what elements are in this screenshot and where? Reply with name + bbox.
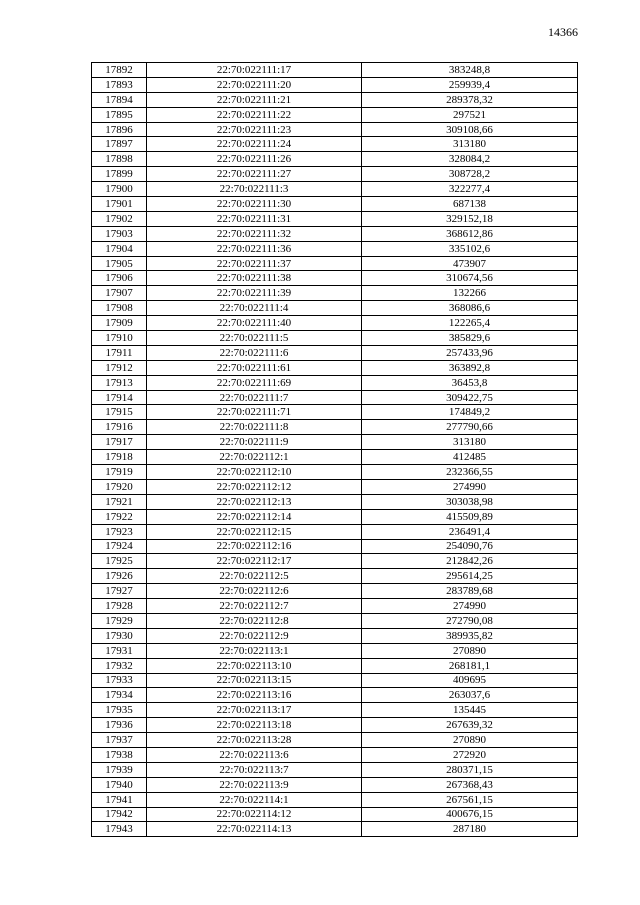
- value-cell: 295614,25: [362, 569, 578, 584]
- table-row: [92, 658, 578, 673]
- row-number-cell: 17917: [92, 435, 147, 450]
- row-number-cell: 17929: [92, 613, 147, 628]
- cadastral-number-cell: 22:70:022111:36: [147, 241, 362, 256]
- row-number-cell: 17897: [92, 137, 147, 152]
- row-number-cell: 17942: [92, 807, 147, 822]
- row-number-cell: 17920: [92, 479, 147, 494]
- cadastral-number-cell: 22:70:022112:13: [147, 494, 362, 509]
- cadastral-number-cell: 22:70:022114:1: [147, 792, 362, 807]
- row-number-cell: 17910: [92, 331, 147, 346]
- row-number-cell: 17908: [92, 301, 147, 316]
- table-row: [92, 822, 578, 837]
- row-number-cell: 17896: [92, 122, 147, 137]
- value-cell: 232366,55: [362, 465, 578, 480]
- table-row: [92, 152, 578, 167]
- cadastral-number-cell: 22:70:022111:26: [147, 152, 362, 167]
- value-cell: 289378,32: [362, 92, 578, 107]
- table-row: [92, 167, 578, 182]
- table-row: [92, 256, 578, 271]
- table-row: [92, 509, 578, 524]
- table-row: [92, 450, 578, 465]
- table-row: [92, 465, 578, 480]
- value-cell: 287180: [362, 822, 578, 837]
- row-number-cell: 17903: [92, 226, 147, 241]
- cadastral-number-cell: 22:70:022111:24: [147, 137, 362, 152]
- cadastral-number-cell: 22:70:022111:31: [147, 211, 362, 226]
- table-row: [92, 569, 578, 584]
- table-row: [92, 762, 578, 777]
- cadastral-number-cell: 22:70:022111:5: [147, 331, 362, 346]
- value-cell: 368612,86: [362, 226, 578, 241]
- value-cell: 383248,8: [362, 63, 578, 78]
- value-cell: 283789,68: [362, 584, 578, 599]
- row-number-cell: 17906: [92, 271, 147, 286]
- value-cell: 280371,15: [362, 762, 578, 777]
- table-row: [92, 628, 578, 643]
- table-row: [92, 286, 578, 301]
- value-cell: 313180: [362, 435, 578, 450]
- value-cell: 329152,18: [362, 211, 578, 226]
- cadastral-number-cell: 22:70:022111:9: [147, 435, 362, 450]
- value-cell: 122265,4: [362, 316, 578, 331]
- row-number-cell: 17934: [92, 688, 147, 703]
- table-row: [92, 479, 578, 494]
- table-row: [92, 211, 578, 226]
- table-row: [92, 360, 578, 375]
- cadastral-number-cell: 22:70:022113:10: [147, 658, 362, 673]
- row-number-cell: 17904: [92, 241, 147, 256]
- table-row: [92, 643, 578, 658]
- table-row: [92, 807, 578, 822]
- row-number-cell: 17924: [92, 539, 147, 554]
- value-cell: 310674,56: [362, 271, 578, 286]
- table-row: [92, 241, 578, 256]
- row-number-cell: 17922: [92, 509, 147, 524]
- table-row: [92, 390, 578, 405]
- row-number-cell: 17926: [92, 569, 147, 584]
- value-cell: 303038,98: [362, 494, 578, 509]
- table-row: [92, 420, 578, 435]
- cadastral-number-cell: 22:70:022111:27: [147, 167, 362, 182]
- value-cell: 412485: [362, 450, 578, 465]
- table-row: [92, 63, 578, 78]
- value-cell: 254090,76: [362, 539, 578, 554]
- row-number-cell: 17907: [92, 286, 147, 301]
- cadastral-number-cell: 22:70:022111:17: [147, 63, 362, 78]
- row-number-cell: 17902: [92, 211, 147, 226]
- row-number-cell: 17901: [92, 197, 147, 212]
- table-row: [92, 792, 578, 807]
- row-number-cell: 17941: [92, 792, 147, 807]
- value-cell: 473907: [362, 256, 578, 271]
- cadastral-number-cell: 22:70:022112:1: [147, 450, 362, 465]
- row-number-cell: 17892: [92, 63, 147, 78]
- table-row: [92, 316, 578, 331]
- cadastral-number-cell: 22:70:022113:17: [147, 703, 362, 718]
- table-row: [92, 494, 578, 509]
- table-row: [92, 435, 578, 450]
- row-number-cell: 17893: [92, 77, 147, 92]
- row-number-cell: 17898: [92, 152, 147, 167]
- value-cell: 135445: [362, 703, 578, 718]
- cadastral-number-cell: 22:70:022111:4: [147, 301, 362, 316]
- value-cell: 335102,6: [362, 241, 578, 256]
- value-cell: 263037,6: [362, 688, 578, 703]
- table-row: [92, 77, 578, 92]
- value-cell: 212842,26: [362, 554, 578, 569]
- value-cell: 385829,6: [362, 331, 578, 346]
- table-row: [92, 271, 578, 286]
- cadastral-number-cell: 22:70:022113:7: [147, 762, 362, 777]
- cadastral-number-cell: 22:70:022113:18: [147, 718, 362, 733]
- value-cell: 309108,66: [362, 122, 578, 137]
- cadastral-number-cell: 22:70:022113:1: [147, 643, 362, 658]
- value-cell: 267561,15: [362, 792, 578, 807]
- cadastral-number-cell: 22:70:022112:7: [147, 599, 362, 614]
- table-row: [92, 226, 578, 241]
- value-cell: 257433,96: [362, 345, 578, 360]
- table-row: [92, 182, 578, 197]
- value-cell: 174849,2: [362, 405, 578, 420]
- row-number-cell: 17900: [92, 182, 147, 197]
- table-row: [92, 197, 578, 212]
- cadastral-number-cell: 22:70:022111:22: [147, 107, 362, 122]
- row-number-cell: 17912: [92, 360, 147, 375]
- value-cell: 309422,75: [362, 390, 578, 405]
- value-cell: 415509,89: [362, 509, 578, 524]
- value-cell: 132266: [362, 286, 578, 301]
- value-cell: 259939,4: [362, 77, 578, 92]
- cadastral-number-cell: 22:70:022112:14: [147, 509, 362, 524]
- cadastral-number-cell: 22:70:022111:20: [147, 77, 362, 92]
- page-number: 14366: [548, 25, 578, 39]
- value-cell: 297521: [362, 107, 578, 122]
- row-number-cell: 17895: [92, 107, 147, 122]
- value-cell: 272790,08: [362, 613, 578, 628]
- cadastral-number-cell: 22:70:022112:16: [147, 539, 362, 554]
- cadastral-number-cell: 22:70:022111:8: [147, 420, 362, 435]
- cadastral-number-cell: 22:70:022112:9: [147, 628, 362, 643]
- row-number-cell: 17916: [92, 420, 147, 435]
- table-row: [92, 345, 578, 360]
- value-cell: 313180: [362, 137, 578, 152]
- data-table: [91, 62, 578, 837]
- row-number-cell: 17932: [92, 658, 147, 673]
- value-cell: 236491,4: [362, 524, 578, 539]
- cadastral-number-cell: 22:70:022111:40: [147, 316, 362, 331]
- cadastral-number-cell: 22:70:022112:6: [147, 584, 362, 599]
- cadastral-number-cell: 22:70:022112:5: [147, 569, 362, 584]
- value-cell: 322277,4: [362, 182, 578, 197]
- table-body: [92, 63, 578, 837]
- row-number-cell: 17937: [92, 733, 147, 748]
- cadastral-number-cell: 22:70:022111:71: [147, 405, 362, 420]
- table-row: [92, 554, 578, 569]
- cadastral-number-cell: 22:70:022112:10: [147, 465, 362, 480]
- cadastral-number-cell: 22:70:022113:6: [147, 747, 362, 762]
- row-number-cell: 17905: [92, 256, 147, 271]
- table-row: [92, 331, 578, 346]
- row-number-cell: 17911: [92, 345, 147, 360]
- table-row: [92, 107, 578, 122]
- value-cell: 274990: [362, 599, 578, 614]
- value-cell: 270890: [362, 643, 578, 658]
- row-number-cell: 17930: [92, 628, 147, 643]
- cadastral-number-cell: 22:70:022111:39: [147, 286, 362, 301]
- table-row: [92, 718, 578, 733]
- table-row: [92, 613, 578, 628]
- row-number-cell: 17938: [92, 747, 147, 762]
- value-cell: 272920: [362, 747, 578, 762]
- cadastral-number-cell: 22:70:022111:3: [147, 182, 362, 197]
- table-row: [92, 584, 578, 599]
- value-cell: 274990: [362, 479, 578, 494]
- row-number-cell: 17939: [92, 762, 147, 777]
- value-cell: 270890: [362, 733, 578, 748]
- cadastral-number-cell: 22:70:022113:15: [147, 673, 362, 688]
- value-cell: 277790,66: [362, 420, 578, 435]
- cadastral-number-cell: 22:70:022111:61: [147, 360, 362, 375]
- table-row: [92, 539, 578, 554]
- cadastral-number-cell: 22:70:022111:21: [147, 92, 362, 107]
- table-row: [92, 375, 578, 390]
- cadastral-number-cell: 22:70:022113:9: [147, 777, 362, 792]
- table-row: [92, 92, 578, 107]
- cadastral-number-cell: 22:70:022112:12: [147, 479, 362, 494]
- row-number-cell: 17913: [92, 375, 147, 390]
- value-cell: 328084,2: [362, 152, 578, 167]
- cadastral-number-cell: 22:70:022111:30: [147, 197, 362, 212]
- row-number-cell: 17923: [92, 524, 147, 539]
- table-row: [92, 688, 578, 703]
- table-row: [92, 524, 578, 539]
- cadastral-number-cell: 22:70:022111:6: [147, 345, 362, 360]
- cadastral-number-cell: 22:70:022112:15: [147, 524, 362, 539]
- value-cell: 363892,8: [362, 360, 578, 375]
- cadastral-number-cell: 22:70:022112:8: [147, 613, 362, 628]
- cadastral-number-cell: 22:70:022111:23: [147, 122, 362, 137]
- row-number-cell: 17925: [92, 554, 147, 569]
- table-row: [92, 405, 578, 420]
- value-cell: 687138: [362, 197, 578, 212]
- row-number-cell: 17943: [92, 822, 147, 837]
- cadastral-number-cell: 22:70:022111:37: [147, 256, 362, 271]
- cadastral-number-cell: 22:70:022114:13: [147, 822, 362, 837]
- table-row: [92, 137, 578, 152]
- row-number-cell: 17940: [92, 777, 147, 792]
- value-cell: 368086,6: [362, 301, 578, 316]
- table-row: [92, 733, 578, 748]
- row-number-cell: 17894: [92, 92, 147, 107]
- row-number-cell: 17899: [92, 167, 147, 182]
- row-number-cell: 17914: [92, 390, 147, 405]
- cadastral-number-cell: 22:70:022111:32: [147, 226, 362, 241]
- row-number-cell: 17918: [92, 450, 147, 465]
- table-row: [92, 703, 578, 718]
- value-cell: 308728,2: [362, 167, 578, 182]
- cadastral-number-cell: 22:70:022113:28: [147, 733, 362, 748]
- value-cell: 267639,32: [362, 718, 578, 733]
- row-number-cell: 17927: [92, 584, 147, 599]
- table-row: [92, 673, 578, 688]
- cadastral-number-cell: 22:70:022114:12: [147, 807, 362, 822]
- cadastral-number-cell: 22:70:022111:7: [147, 390, 362, 405]
- table-row: [92, 122, 578, 137]
- value-cell: 409695: [362, 673, 578, 688]
- cadastral-number-cell: 22:70:022112:17: [147, 554, 362, 569]
- row-number-cell: 17935: [92, 703, 147, 718]
- cadastral-number-cell: 22:70:022113:16: [147, 688, 362, 703]
- table-row: [92, 301, 578, 316]
- row-number-cell: 17933: [92, 673, 147, 688]
- row-number-cell: 17928: [92, 599, 147, 614]
- table-row: [92, 777, 578, 792]
- cadastral-number-cell: 22:70:022111:38: [147, 271, 362, 286]
- table-row: [92, 599, 578, 614]
- value-cell: 389935,82: [362, 628, 578, 643]
- row-number-cell: 17919: [92, 465, 147, 480]
- value-cell: 36453,8: [362, 375, 578, 390]
- value-cell: 267368,43: [362, 777, 578, 792]
- value-cell: 400676,15: [362, 807, 578, 822]
- value-cell: 268181,1: [362, 658, 578, 673]
- row-number-cell: 17915: [92, 405, 147, 420]
- row-number-cell: 17909: [92, 316, 147, 331]
- cadastral-number-cell: 22:70:022111:69: [147, 375, 362, 390]
- row-number-cell: 17921: [92, 494, 147, 509]
- table-row: [92, 747, 578, 762]
- row-number-cell: 17936: [92, 718, 147, 733]
- row-number-cell: 17931: [92, 643, 147, 658]
